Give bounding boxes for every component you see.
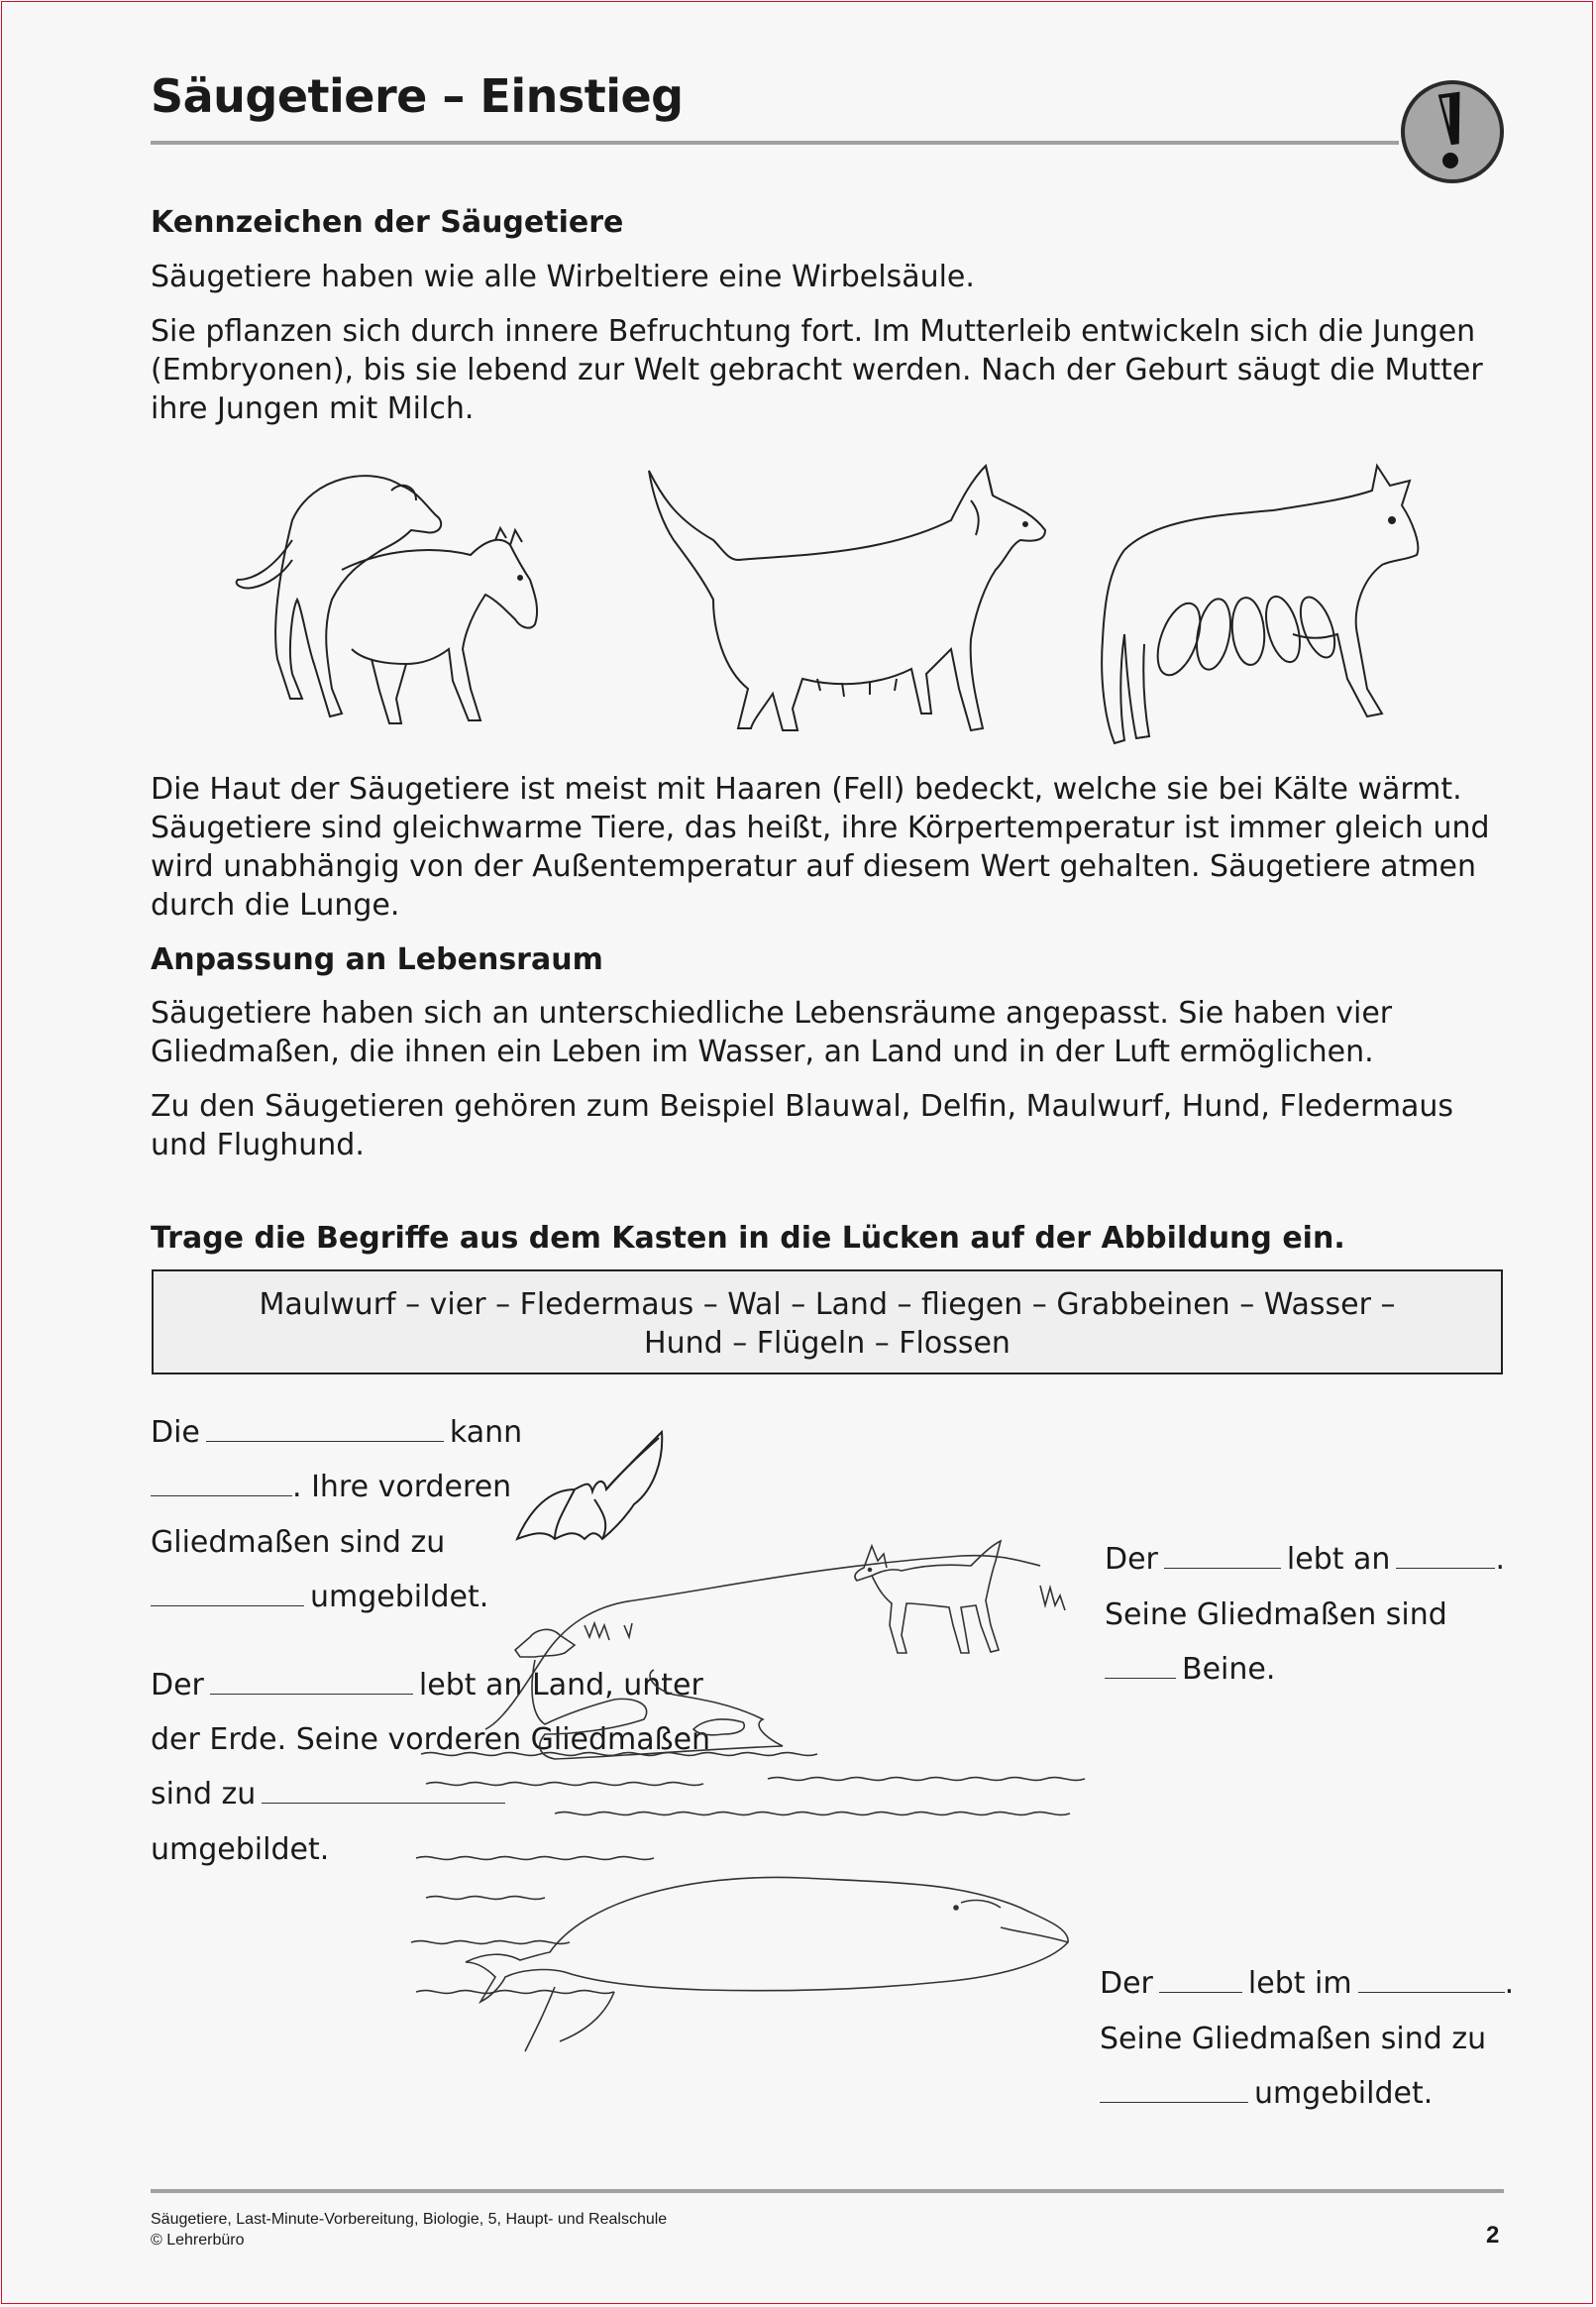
- section-heading-kennzeichen: Kennzeichen der Säugetiere: [151, 205, 624, 240]
- paragraph-haut: Die Haut der Säugetiere ist meist mit Haaren (Fell) bedeckt, welche sie bei Kälte wärmt. Säugetiere sind gleichwarme Tiere, das heißt, ihre Körpertemperatur ist immer gleich und wird unabhängig von der Außentemperatur auf diesem Wert gehalten. Säugetiere atmen durch die Lunge.: [151, 772, 1490, 923]
- blank-whale-limbs[interactable]: [1100, 2076, 1248, 2103]
- word-box-line-1: Maulwurf – vier – Fledermaus – Wal – Land – fliegen – Grabbeinen – Wasser –: [259, 1287, 1396, 1322]
- page-number: 2: [1486, 2222, 1500, 2249]
- mole-line-4: umgebildet.: [151, 1832, 330, 1867]
- whale-illustration: [466, 1877, 1068, 2051]
- nursing-dog-illustration: [1095, 461, 1422, 748]
- whale-line-3: umgebildet.: [1100, 2076, 1433, 2111]
- paragraph-beispiele: Zu den Säugetieren gehören zum Beispiel Blauwal, Delfin, Maulwurf, Hund, Fledermaus und Flughund.: [151, 1089, 1454, 1162]
- exclamation-badge-icon: [1400, 79, 1505, 184]
- title-rule: [151, 141, 1399, 145]
- mole-line-2: der Erde. Seine vorderen Gliedmaßen: [151, 1722, 711, 1757]
- bat-line-4: umgebildet.: [151, 1580, 488, 1614]
- dogs-mating-illustration: [233, 461, 599, 733]
- blank-mole-name[interactable]: [210, 1668, 413, 1695]
- paragraph-fortpflanzung: Sie pflanzen sich durch innere Befruchtung fort. Im Mutterleib entwickeln sich die Jungen (Embryonen), bis sie lebend zur Welt gebracht werden. Nach der Geburt säugt die Mutter ihre Jungen mit Milch.: [151, 314, 1483, 426]
- whale-line-1: Der lebt im .: [1100, 1966, 1515, 2001]
- whale-line-2: Seine Gliedmaßen sind zu: [1100, 2022, 1487, 2056]
- task-instruction: Trage die Begriffe aus dem Kasten in die Lücken auf der Abbildung ein.: [151, 1221, 1345, 1256]
- blank-dog-habitat[interactable]: [1396, 1542, 1495, 1569]
- mole-line-1: Der lebt an Land, unter: [151, 1668, 703, 1703]
- section-heading-anpassung: Anpassung an Lebensraum: [151, 942, 603, 977]
- blank-whale-name[interactable]: [1159, 1966, 1242, 1993]
- dog-line-2: Seine Gliedmaßen sind: [1105, 1597, 1447, 1632]
- footer-source: Säugetiere, Last-Minute-Vorbereitung, Biologie, 5, Haupt- und Realschule: [151, 2211, 668, 2228]
- blank-dog-name[interactable]: [1164, 1542, 1281, 1569]
- bat-line-3: Gliedmaßen sind zu: [151, 1525, 446, 1560]
- page-title: Säugetiere – Einstieg: [151, 69, 684, 123]
- habitat-illustration: [406, 1526, 1115, 2126]
- footer-rule: [151, 2189, 1504, 2193]
- word-box-line-2: Hund – Flügeln – Flossen: [644, 1326, 1011, 1361]
- footer-copyright: © Lehrerbüro: [151, 2232, 245, 2249]
- paragraph-wirbelsaeule: Säugetiere haben wie alle Wirbeltiere eine Wirbelsäule.: [151, 260, 975, 294]
- mole-line-3: sind zu: [151, 1777, 511, 1812]
- word-box: [152, 1269, 1503, 1374]
- blank-bat-name[interactable]: [206, 1415, 444, 1442]
- bat-line-2: . Ihre vorderen: [151, 1470, 511, 1504]
- paragraph-lebensraeume: Säugetiere haben sich an unterschiedliche Lebensräume angepasst. Sie haben vier Gliedmaßen, die ihnen ein Leben im Wasser, an Land und in der Luft ermöglichen.: [151, 996, 1393, 1069]
- pregnant-dog-illustration: [644, 461, 1050, 738]
- blank-bat-ability[interactable]: [151, 1470, 292, 1496]
- blank-bat-limbs[interactable]: [151, 1580, 304, 1606]
- dog-line-3: Beine.: [1105, 1652, 1275, 1687]
- dog-line-1: Der lebt an .: [1105, 1542, 1505, 1577]
- blank-whale-habitat[interactable]: [1358, 1966, 1505, 1993]
- blank-dog-limbs[interactable]: [1105, 1652, 1176, 1679]
- bat-line-1: Die kann: [151, 1415, 523, 1450]
